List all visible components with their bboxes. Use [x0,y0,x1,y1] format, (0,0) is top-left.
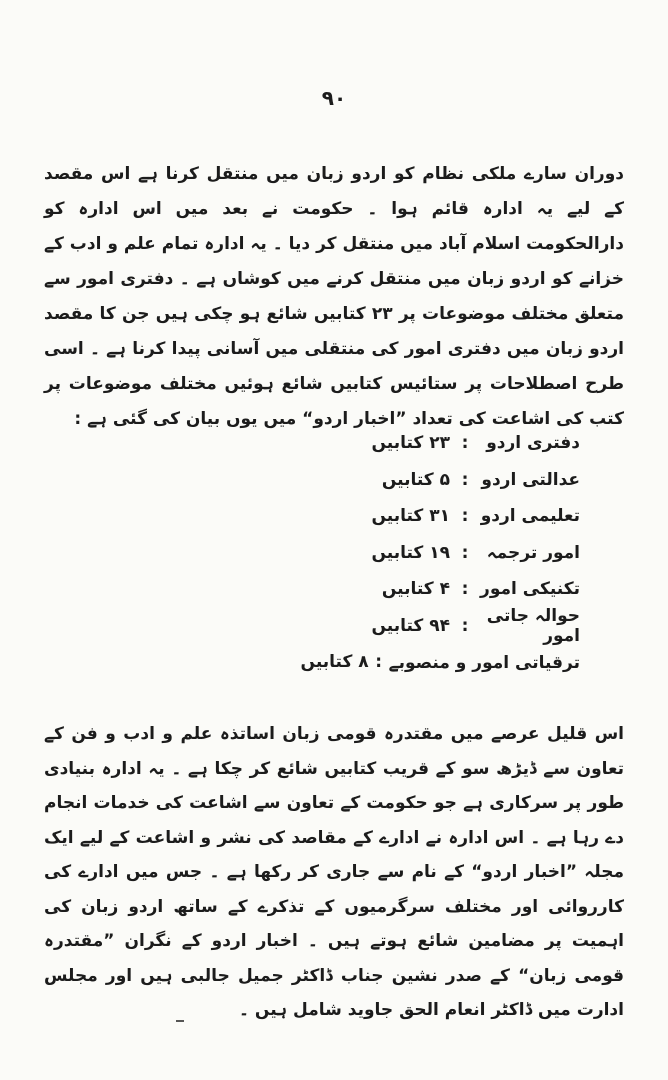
list-item [260,462,580,499]
list-item [260,425,580,462]
list-item-separator: : [461,615,469,636]
page-mark [176,1020,184,1022]
list-item-count: ۸ کتابیں [300,652,369,673]
list-item-category: دفتری اردو [486,433,580,454]
list-item-category: امور ترجمہ [486,543,580,564]
list-item-count: ۴ کتابیں [381,579,450,600]
paragraph-intro: دوران سارے ملکی نظام کو اردو زبان میں منتقل کرنا ہے اس مقصد کے لیے یہ ادارہ قائم ہوا ۔ حکومت نے بعد میں اس ادارہ کو دارالحکومت اسلام آباد میں منتقل کر دیا ۔ یہ ادارہ تمام علم و ادب کے خزانے کو اردو زبان میں منتقل کرنے میں کوشاں ہے ۔ دفتری امور سے متعلق مختلف موضوعات پر ۲۳ کتابیں شائع ہو چکی ہیں جن کا مقصد اردو زبان میں دفتری امور کی منتقلی میں آسانی پیدا کرنا ہے ۔ اسی طرح اصطلاحات پر ستائیس کتابیں شائع ہوئیں مختلف موضوعات پر کتب کی اشاعت کی تعداد ”اخبار اردو“ میں یوں بیان کی گئی ہے : [44,164,624,429]
list-item-separator: : [461,579,469,600]
list-item-count: ۵ کتابیں [381,469,450,490]
list-item-category: حوالہ جاتی امور [486,606,580,647]
list-item [260,571,580,608]
list-item-category: عدالتی اردو [481,469,580,490]
list-item-separator: : [461,469,469,490]
list-item-count: ۹۴ کتابیں [371,615,450,636]
list-item-category: تعلیمی اردو [480,506,580,527]
list-item-separator: : [461,542,469,563]
list-item-count: ۳۱ کتابیں [371,506,450,527]
list-item [260,498,580,535]
list-item [260,535,580,572]
list-item [260,644,580,681]
list-item-separator: : [375,652,383,673]
list-item-count: ۱۹ کتابیں [371,542,450,563]
book-count-list [260,425,580,681]
list-item-separator: : [461,433,469,454]
list-item-separator: : [461,506,469,527]
page-number: ۹۰ [321,86,347,110]
list-item-category: تکنیکی امور [480,579,580,600]
list-item-count: ۲۳ کتابیں [371,433,450,454]
paragraph-summary: اس قلیل عرصے میں مقتدرہ قومی زبان اساتذہ علم و ادب و فن کے تعاون سے ڈیڑھ سو کے قریب کتابیں شائع کر چکا ہے ۔ یہ ادارہ بنیادی طور پر سرکاری ہے جو حکومت کے تعاون سے اشاعت کی خدمات انجام دے رہا ہے ۔ اس ادارہ نے ادارے کے مقاصد کی نشر و اشاعت کے لیے ایک مجلہ ”اخبار اردو“ کے نام سے جاری کر رکھا ہے ۔ جس میں ادارے کی کارروائی اور مختلف سرگرمیوں کے تذکرے کے ساتھ اردو زبان کی اہمیت پر مضامین شائع ہوتے ہیں ۔ اخبار اردو کے نگران ”مقتدرہ قومی زبان“ کے صدر نشین جناب ڈاکٹر جمیل جالبی ہیں اور مجلس ادارت میں ڈاکٹر انعام الحق جاوید شامل ہیں ۔ [44,724,624,1020]
list-item-category: ترقیاتی امور و منصوبے [388,652,580,673]
list-item [260,608,580,645]
